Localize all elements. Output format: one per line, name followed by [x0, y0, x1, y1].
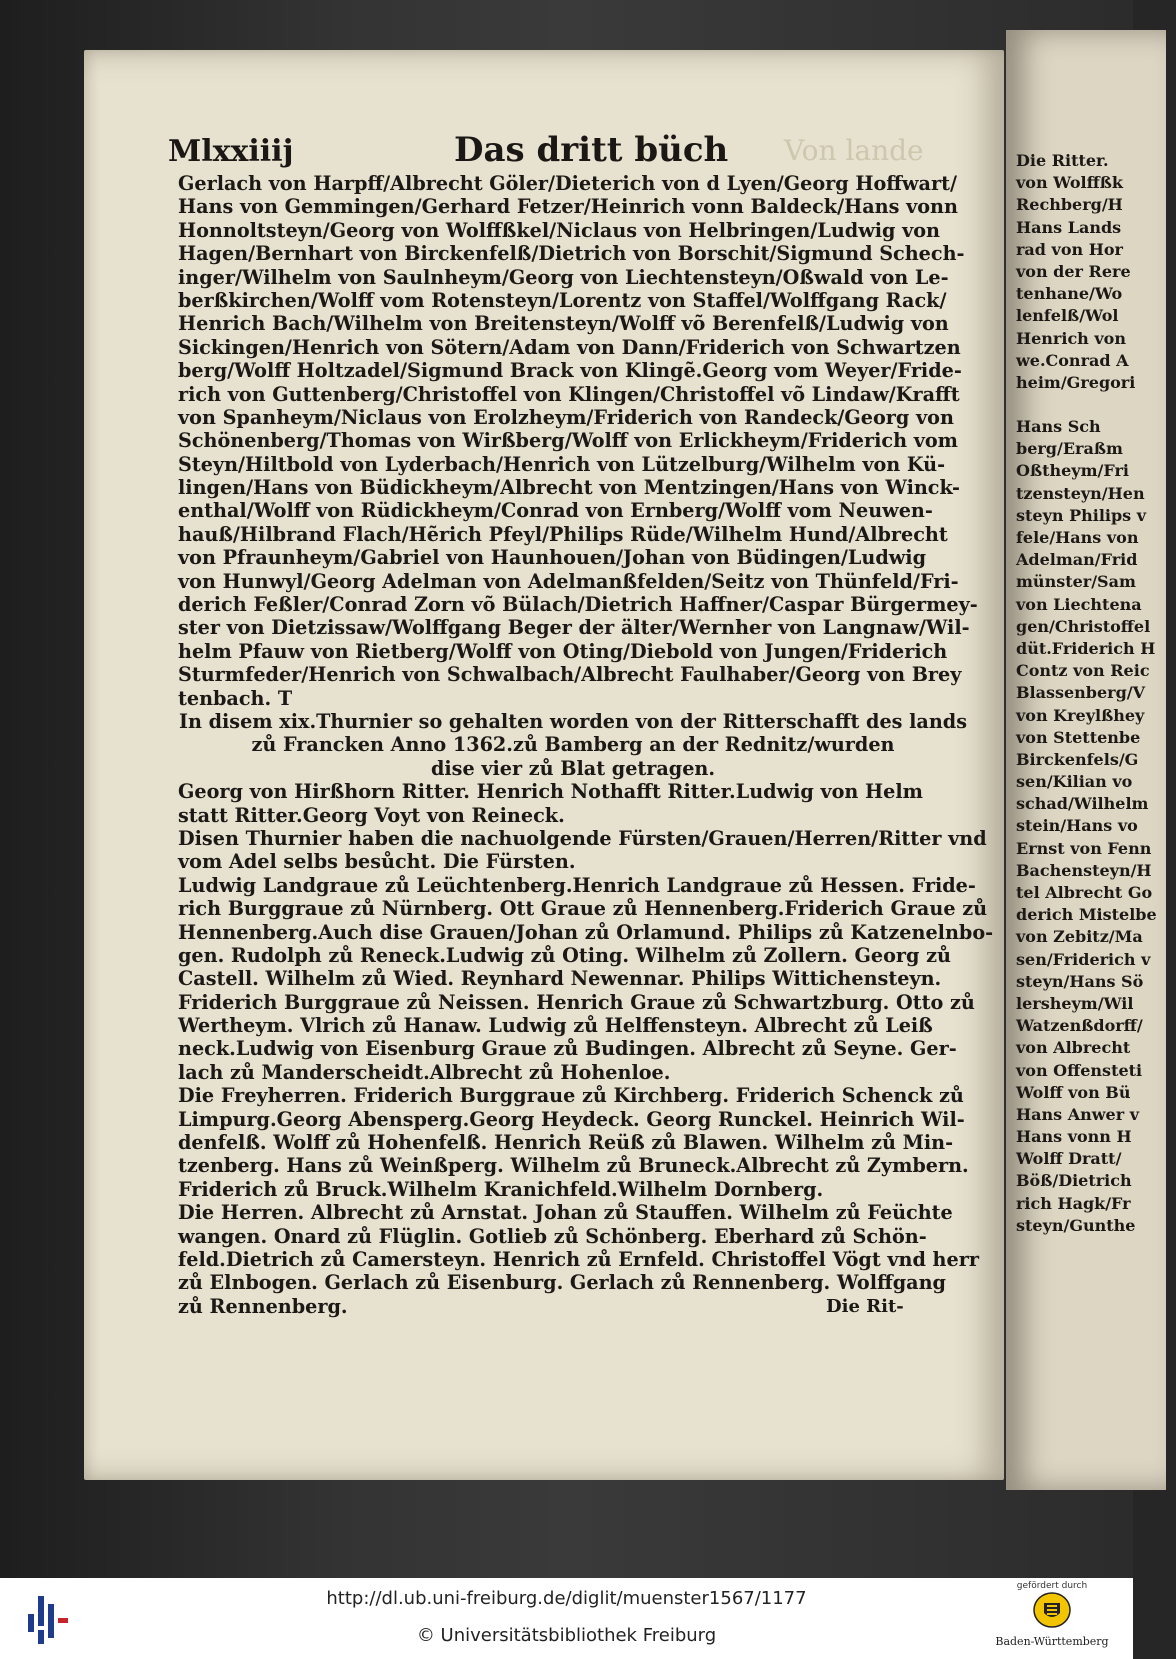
text-line: neck.Ludwig von Eisenburg Graue zů Budingen. Albrecht zů Seyne. Ger- — [178, 1037, 957, 1061]
next-page-block-a — [1016, 150, 1176, 394]
text-line: Castell. Wilhelm zů Wied. Reynhard Newennar. Philips Wittichensteyn. — [178, 967, 942, 991]
text-line: Hans Lands — [1016, 217, 1122, 237]
text-line: sen/Friderich v — [1016, 949, 1151, 969]
text-line: von Liechtena — [1016, 594, 1142, 614]
text-line: Sturmfeder/Henrich von Schwalbach/Albrecht Faulhaber/Georg von Brey — [178, 663, 962, 687]
text-line: Hans vonn H — [1016, 1127, 1132, 1147]
sponsor-label: gefördert durch — [1016, 1581, 1088, 1591]
text-line: Limpurg.Georg Abensperg.Georg Heydeck. Georg Runckel. Heinrich Wil- — [178, 1107, 965, 1131]
text-line: rich Hagk/Fr — [1016, 1193, 1131, 1213]
text-line: Oßtheym/Fri — [1016, 461, 1129, 481]
text-line: tenhane/Wo — [1016, 284, 1123, 304]
text-line: we.Conrad A — [1016, 350, 1129, 370]
folio-number: Mlxxiiij — [168, 134, 294, 169]
text-line: Ludwig Landgraue zů Leüchtenberg.Henrich Landgraue zů Hessen. Fride- — [178, 873, 976, 897]
text-line: tenbach. T — [178, 686, 293, 710]
book-page-right — [1006, 30, 1166, 1490]
text-line: heim/Gregori — [1016, 372, 1136, 392]
next-page-block-b — [1016, 416, 1176, 1237]
sponsor-state: Baden-Württemberg — [995, 1635, 1109, 1648]
text-line: Schönenberg/Thomas von Wirßberg/Wolff von Erlickheym/Friderich vom — [178, 429, 958, 453]
text-line: Ernst von Fenn — [1016, 838, 1152, 858]
text-line: tel Albrecht Go — [1016, 883, 1153, 902]
sponsor-badge — [982, 1581, 1122, 1657]
text-line: Gerlach von Harpff/Albrecht Göler/Dieterich von d Lyen/Georg Hoffwart/ — [178, 172, 957, 195]
name-list — [178, 172, 978, 710]
text-line: lingen/Hans von Büdickheym/Albrecht von Mentzingen/Hans von Winck- — [178, 476, 960, 500]
text-line: gen. Rudolph zů Reneck.Ludwig zů Oting. Wilhelm zů Zollern. Georg zů — [178, 943, 951, 967]
text-line: Henrich von — [1016, 328, 1126, 348]
text-line: derich Feßler/Conrad Zorn võ Bülach/Dietrich Haffner/Caspar Bürgermey- — [178, 593, 978, 617]
catchword: Die Rit- — [826, 1296, 904, 1317]
text-line: rich von Guttenberg/Christoffel von Klingen/Christoffel võ Lindaw/Krafft — [178, 382, 960, 406]
text-line: Die Ritter. — [1016, 151, 1109, 170]
text-line: von Albrecht — [1016, 1038, 1131, 1058]
page-text — [178, 172, 994, 1318]
text-line: dise vier zů Blat getragen. — [430, 756, 716, 780]
text-line: Hennenberg.Auch dise Grauen/Johan zů Orlamund. Philips zů Katzenelnbo- — [178, 920, 994, 944]
text-line: hauß/Hilbrand Flach/Hẽrich Pfeyl/Philips Rüde/Wilhelm Hund/Albrecht — [178, 522, 948, 546]
text-line: Georg von Hirßhorn Ritter. Henrich Nothafft Ritter.Ludwig von Helm — [178, 780, 923, 804]
tournament-heading — [178, 710, 968, 780]
text-line: ster von Dietzissaw/Wolffgang Beger der älter/Wernher von Langnaw/Wil- — [178, 616, 970, 640]
text-line: von Spanheym/Niclaus von Erolzheym/Friderich von Randeck/Georg von — [178, 405, 954, 429]
text-line: zů Rennenberg. — [178, 1294, 348, 1318]
text-line: sen/Kilian vo — [1016, 772, 1133, 792]
text-line: Hans Anwer v — [1016, 1104, 1139, 1124]
permalink-url[interactable]: http://dl.ub.uni-freiburg.de/diglit/muenster1567/1177 — [326, 1588, 807, 1609]
text-line: derich Mistelbe — [1016, 905, 1157, 925]
text-line: statt Ritter.Georg Voyt von Reineck. — [178, 803, 565, 827]
footer-bar — [0, 1578, 1133, 1659]
text-line: gen/Christoffel — [1016, 616, 1151, 636]
text-line: steyn/Hans Sö — [1016, 971, 1144, 991]
text-line: von Zebitz/Ma — [1016, 927, 1143, 947]
text-line: inger/Wilhelm von Saulnheym/Georg von Liechtensteyn/Oßwald von Le- — [178, 265, 949, 289]
text-line: von der Rere — [1016, 261, 1131, 281]
text-line: vom Adel selbs besůcht. Die Fürsten. — [178, 850, 576, 874]
next-page-text — [1016, 150, 1176, 1237]
running-title: Das dritt büch — [454, 130, 729, 170]
copyright-text: © Universitätsbibliothek Freiburg — [416, 1625, 717, 1646]
text-line: schad/Wilhelm — [1016, 794, 1149, 814]
text-line: lach zů Manderscheidt.Albrecht zů Hohenloe. — [178, 1060, 671, 1084]
text-line: feld.Dietrich zů Camersteyn. Henrich zů Ernfeld. Christoffel Vögt vnd herr — [178, 1247, 979, 1271]
state-coat-of-arms-icon — [1032, 1591, 1072, 1629]
text-line: Hagen/Bernhart von Birckenfelß/Dietrich von Borschit/Sigmund Schech- — [178, 242, 965, 266]
text-line: von Pfraunheym/Gabriel von Haunhouen/Johan von Büdingen/Ludwig — [178, 546, 926, 570]
text-line: Contz von Reic — [1016, 661, 1150, 681]
text-line: Wolff Dratt/ — [1016, 1149, 1122, 1169]
text-line: tzenberg. Hans zů Weinßperg. Wilhelm zů Bruneck.Albrecht zů Zymbern. — [178, 1154, 969, 1178]
text-line: Blassenberg/V — [1016, 683, 1146, 703]
text-line: Disen Thurnier haben die nachuolgende Fürsten/Grauen/Herren/Ritter vnd — [178, 826, 987, 850]
text-line: von Kreylßhey — [1016, 705, 1145, 725]
text-line: berßkirchen/Wolff vom Rotensteyn/Lorentz von Staffel/Wolffgang Rack/ — [178, 288, 947, 312]
text-line: berg/Wolff Holtzadel/Sigmund Brack von Klingẽ.Georg vom Weyer/Fride- — [178, 359, 962, 383]
text-line: Friderich Burggraue zů Neissen. Henrich Graue zů Schwartzburg. Otto zů — [178, 990, 975, 1014]
text-line: düt.Friderich H — [1016, 638, 1156, 658]
text-line: berg/Eraßm — [1016, 439, 1123, 459]
text-line: lersheym/Wil — [1016, 993, 1134, 1013]
text-line: von Stettenbe — [1016, 727, 1141, 747]
text-line: Birckenfels/G — [1016, 749, 1139, 769]
text-line: münster/Sam — [1016, 572, 1136, 592]
text-line: Die Freyherren. Friderich Burggraue zů Kirchberg. Friderich Schenck zů — [178, 1084, 964, 1108]
text-line: Rechberg/H — [1016, 195, 1123, 215]
text-line: steyn/Gunthe — [1016, 1215, 1136, 1235]
bleed-through-title: Von lande — [784, 134, 924, 167]
text-line: von Hunwyl/Georg Adelman von Adelmanßfelden/Seitz von Thünfeld/Fri- — [178, 569, 959, 593]
text-line: Die Herren. Albrecht zů Arnstat. Johan zů Stauffen. Wilhelm zů Feüchte — [178, 1201, 953, 1225]
text-line: enthal/Wolff von Rüdickheym/Conrad von Ernberg/Wolff vom Neuwen- — [178, 499, 933, 523]
text-line: Steyn/Hiltbold von Lyderbach/Henrich von Lützelburg/Wilhelm von Kü- — [178, 452, 946, 476]
text-line: Wertheym. Vlrich zů Hanaw. Ludwig zů Helffensteyn. Albrecht zů Leiß — [178, 1014, 933, 1038]
text-line: In disem xix.Thurnier so gehalten worden von der Ritterschafft des lands — [178, 709, 968, 733]
text-line: zů Francken Anno 1362.zů Bamberg an der Rednitz/wurden — [251, 733, 895, 757]
text-line: rad von Hor — [1016, 239, 1123, 259]
book-page-left — [84, 50, 1004, 1480]
text-line: helm Pfauw von Rietberg/Wolff von Oting/Diebold von Jungen/Friderich — [178, 639, 948, 663]
text-line: Friderich zů Bruck.Wilhelm Kranichfeld.Wilhelm Dornberg. — [178, 1177, 824, 1201]
text-line: Hans von Gemmingen/Gerhard Fetzer/Heinrich vonn Baldeck/Hans vonn — [178, 195, 958, 219]
text-line: denfelß. Wolff zů Hohenfelß. Henrich Reüß zů Blawen. Wilhelm zů Min- — [178, 1131, 954, 1155]
text-line: Henrich Bach/Wilhelm von Breitensteyn/Wolff võ Berenfelß/Ludwig von — [178, 312, 949, 336]
text-line: wangen. Onard zů Flüglin. Gotlieb zů Schönberg. Eberhard zů Schön- — [178, 1224, 927, 1248]
text-line: Wolff von Bü — [1016, 1082, 1131, 1102]
text-line: stein/Hans vo — [1016, 816, 1138, 836]
text-line: von Offensteti — [1016, 1060, 1143, 1080]
text-line: Böß/Dietrich — [1016, 1171, 1132, 1191]
text-line: steyn Philips v — [1016, 505, 1147, 525]
text-line: rich Burggraue zů Nürnberg. Ott Graue zů Hennenberg.Friderich Graue zů — [178, 897, 988, 921]
text-line: zů Elnbogen. Gerlach zů Eisenburg. Gerlach zů Rennenberg. Wolffgang — [178, 1271, 946, 1295]
text-line: Bachensteyn/H — [1016, 860, 1152, 880]
text-line: lenfelß/Wol — [1016, 306, 1119, 326]
attendee-list — [178, 780, 994, 1318]
text-line: fele/Hans von — [1016, 528, 1139, 547]
text-line: Watzenßdorff/ — [1016, 1016, 1143, 1036]
text-line: von Wolffßk — [1016, 173, 1123, 193]
text-line: Honnoltsteyn/Georg von Wolffßkel/Niclaus von Helbringen/Ludwig von — [178, 218, 940, 242]
text-line: Sickingen/Henrich von Sötern/Adam von Dann/Friderich von Schwartzen — [178, 335, 961, 359]
text-line: tzensteyn/Hen — [1016, 483, 1145, 503]
text-line: Adelman/Frid — [1016, 550, 1138, 570]
text-line: Hans Sch — [1016, 417, 1101, 437]
